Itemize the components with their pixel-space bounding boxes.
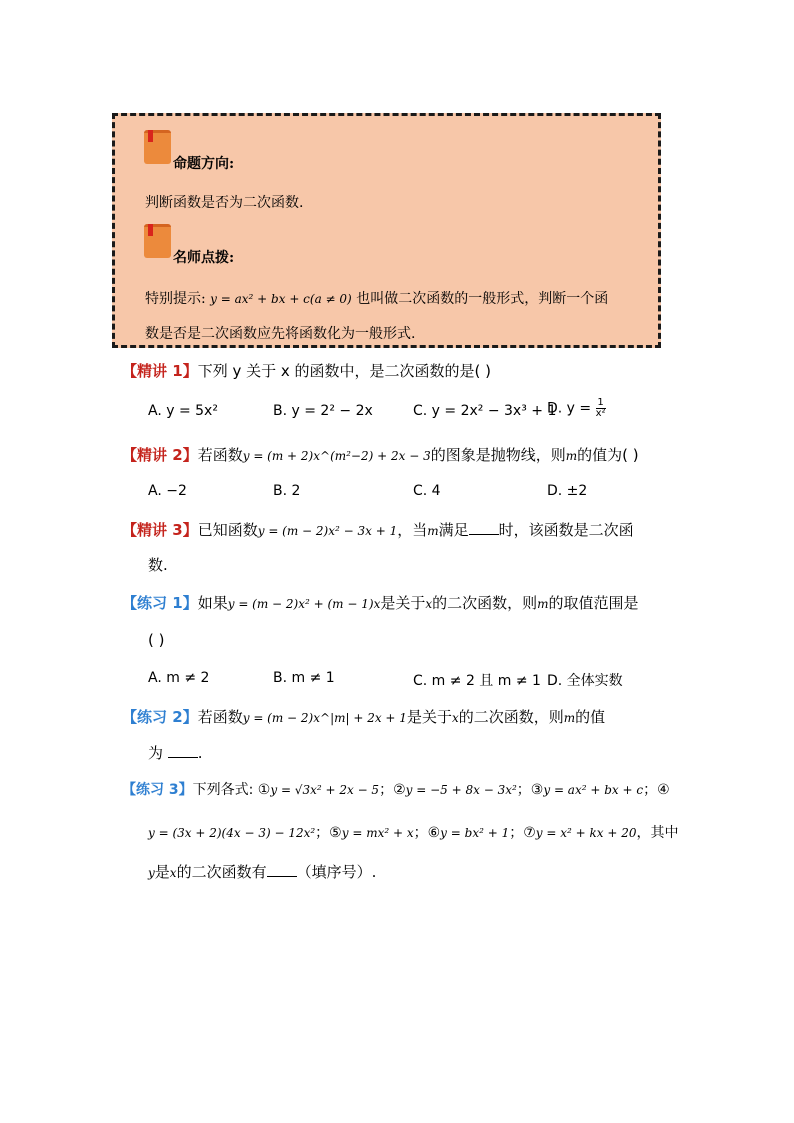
- practice-1-option-d[interactable]: D. 全体实数: [547, 673, 623, 689]
- practice-3-line-2: y = (3x + 2)(4x − 3) − 12x²；⑤y = mx² + x；⑥y = bx² + 1；⑦y = x² + kx + 20，其中: [148, 825, 679, 841]
- question-1-text: 下列 y 关于 x 的函数中，是二次函数的是( ): [197, 362, 492, 380]
- heading-tip: 名师点拨:: [173, 250, 235, 266]
- practice-2-stem: 【练习 2】若函数y = (m − 2)x^|m| + 2x + 1是关于x的二次函数，则m的值: [122, 708, 606, 726]
- practice-1-option-a[interactable]: A. m ≠ 2: [148, 670, 210, 686]
- option-d-label: D. y =: [547, 400, 592, 417]
- practice-1-stem: 【练习 1】如果y = (m − 2)x² + (m − 1)x是关于x的二次函数，则m的取值范围是: [122, 594, 639, 612]
- question-2-stem: 【精讲 2】若函数y = (m + 2)x^(m²−2) + 2x − 3的图象是抛物线，则m的值为( ): [122, 446, 639, 464]
- practice-2-line-2: 为 .: [148, 744, 203, 762]
- question-3-tag: 精讲 3: [137, 521, 183, 539]
- option-d-fraction: $\frac{1}{\text{x²}}$: [595, 397, 606, 419]
- question-1-option-b[interactable]: B. y = 2² − 2x: [273, 403, 373, 419]
- answer-blank[interactable]: [168, 743, 198, 758]
- practice-1-tag: 练习 1: [137, 594, 183, 612]
- question-2-option-c[interactable]: C. 4: [413, 483, 441, 499]
- answer-blank[interactable]: [267, 862, 297, 877]
- question-2-formula: y = (m + 2)x^(m²−2) + 2x − 3: [242, 449, 431, 463]
- question-2-option-b[interactable]: B. 2: [273, 483, 301, 499]
- question-1-stem: 【精讲 1】下列 y 关于 x 的函数中，是二次函数的是( ): [122, 362, 492, 380]
- direction-text: 判断函数是否为二次函数.: [145, 195, 304, 211]
- tip-suffix: 也叫做二次函数的一般形式，判断一个函: [356, 291, 609, 307]
- practice-3-tag: 练习 3: [136, 782, 179, 798]
- tip-formula: y = ax² + bx + c(a ≠ 0): [210, 292, 352, 306]
- question-1-option-c[interactable]: C. y = 2x² − 3x³ + 1: [413, 403, 557, 419]
- tip-prefix: 特别提示:: [145, 291, 206, 307]
- practice-3-line-3: y是x的二次函数有 （填序号）.: [148, 863, 377, 881]
- question-3-stem: 【精讲 3】已知函数y = (m − 2)x² − 3x + 1，当m满足 时，该函数是二次函: [122, 521, 634, 539]
- practice-3-stem: 【练习 3】下列各式: ①y = √3x² + 2x − 5；②y = −5 + 8x − 3x²；③y = ax² + bx + c；④: [122, 782, 670, 798]
- practice-1-option-c[interactable]: C. m ≠ 2 且 m ≠ 1: [413, 673, 541, 689]
- question-2-option-d[interactable]: D. ±2: [547, 483, 588, 499]
- practice-2-formula: y = (m − 2)x^|m| + 2x + 1: [242, 711, 407, 725]
- question-2-option-a[interactable]: A. −2: [148, 483, 187, 499]
- book-icon: [144, 224, 171, 258]
- practice-1-line-2: ( ): [148, 631, 165, 649]
- practice-2-tag: 练习 2: [137, 708, 183, 726]
- heading-direction: 命题方向:: [173, 156, 235, 172]
- question-3-line-2: 数.: [148, 556, 168, 574]
- practice-1-formula: y = (m − 2)x² + (m − 1)x: [227, 597, 381, 611]
- question-1-tag: 精讲 1: [137, 362, 183, 380]
- answer-blank[interactable]: [469, 520, 499, 535]
- book-icon: [144, 130, 171, 164]
- question-2-tag: 精讲 2: [137, 446, 183, 464]
- tip-line-1: [145, 288, 608, 308]
- practice-1-option-b[interactable]: B. m ≠ 1: [273, 670, 335, 686]
- tip-line-2: 数是否是二次函数应先将函数化为一般形式.: [145, 326, 416, 342]
- tip-box: [112, 113, 661, 348]
- question-1-option-d[interactable]: [547, 398, 606, 419]
- question-1-option-a[interactable]: A. y = 5x²: [148, 403, 218, 419]
- question-3-formula: y = (m − 2)x² − 3x + 1: [257, 524, 398, 538]
